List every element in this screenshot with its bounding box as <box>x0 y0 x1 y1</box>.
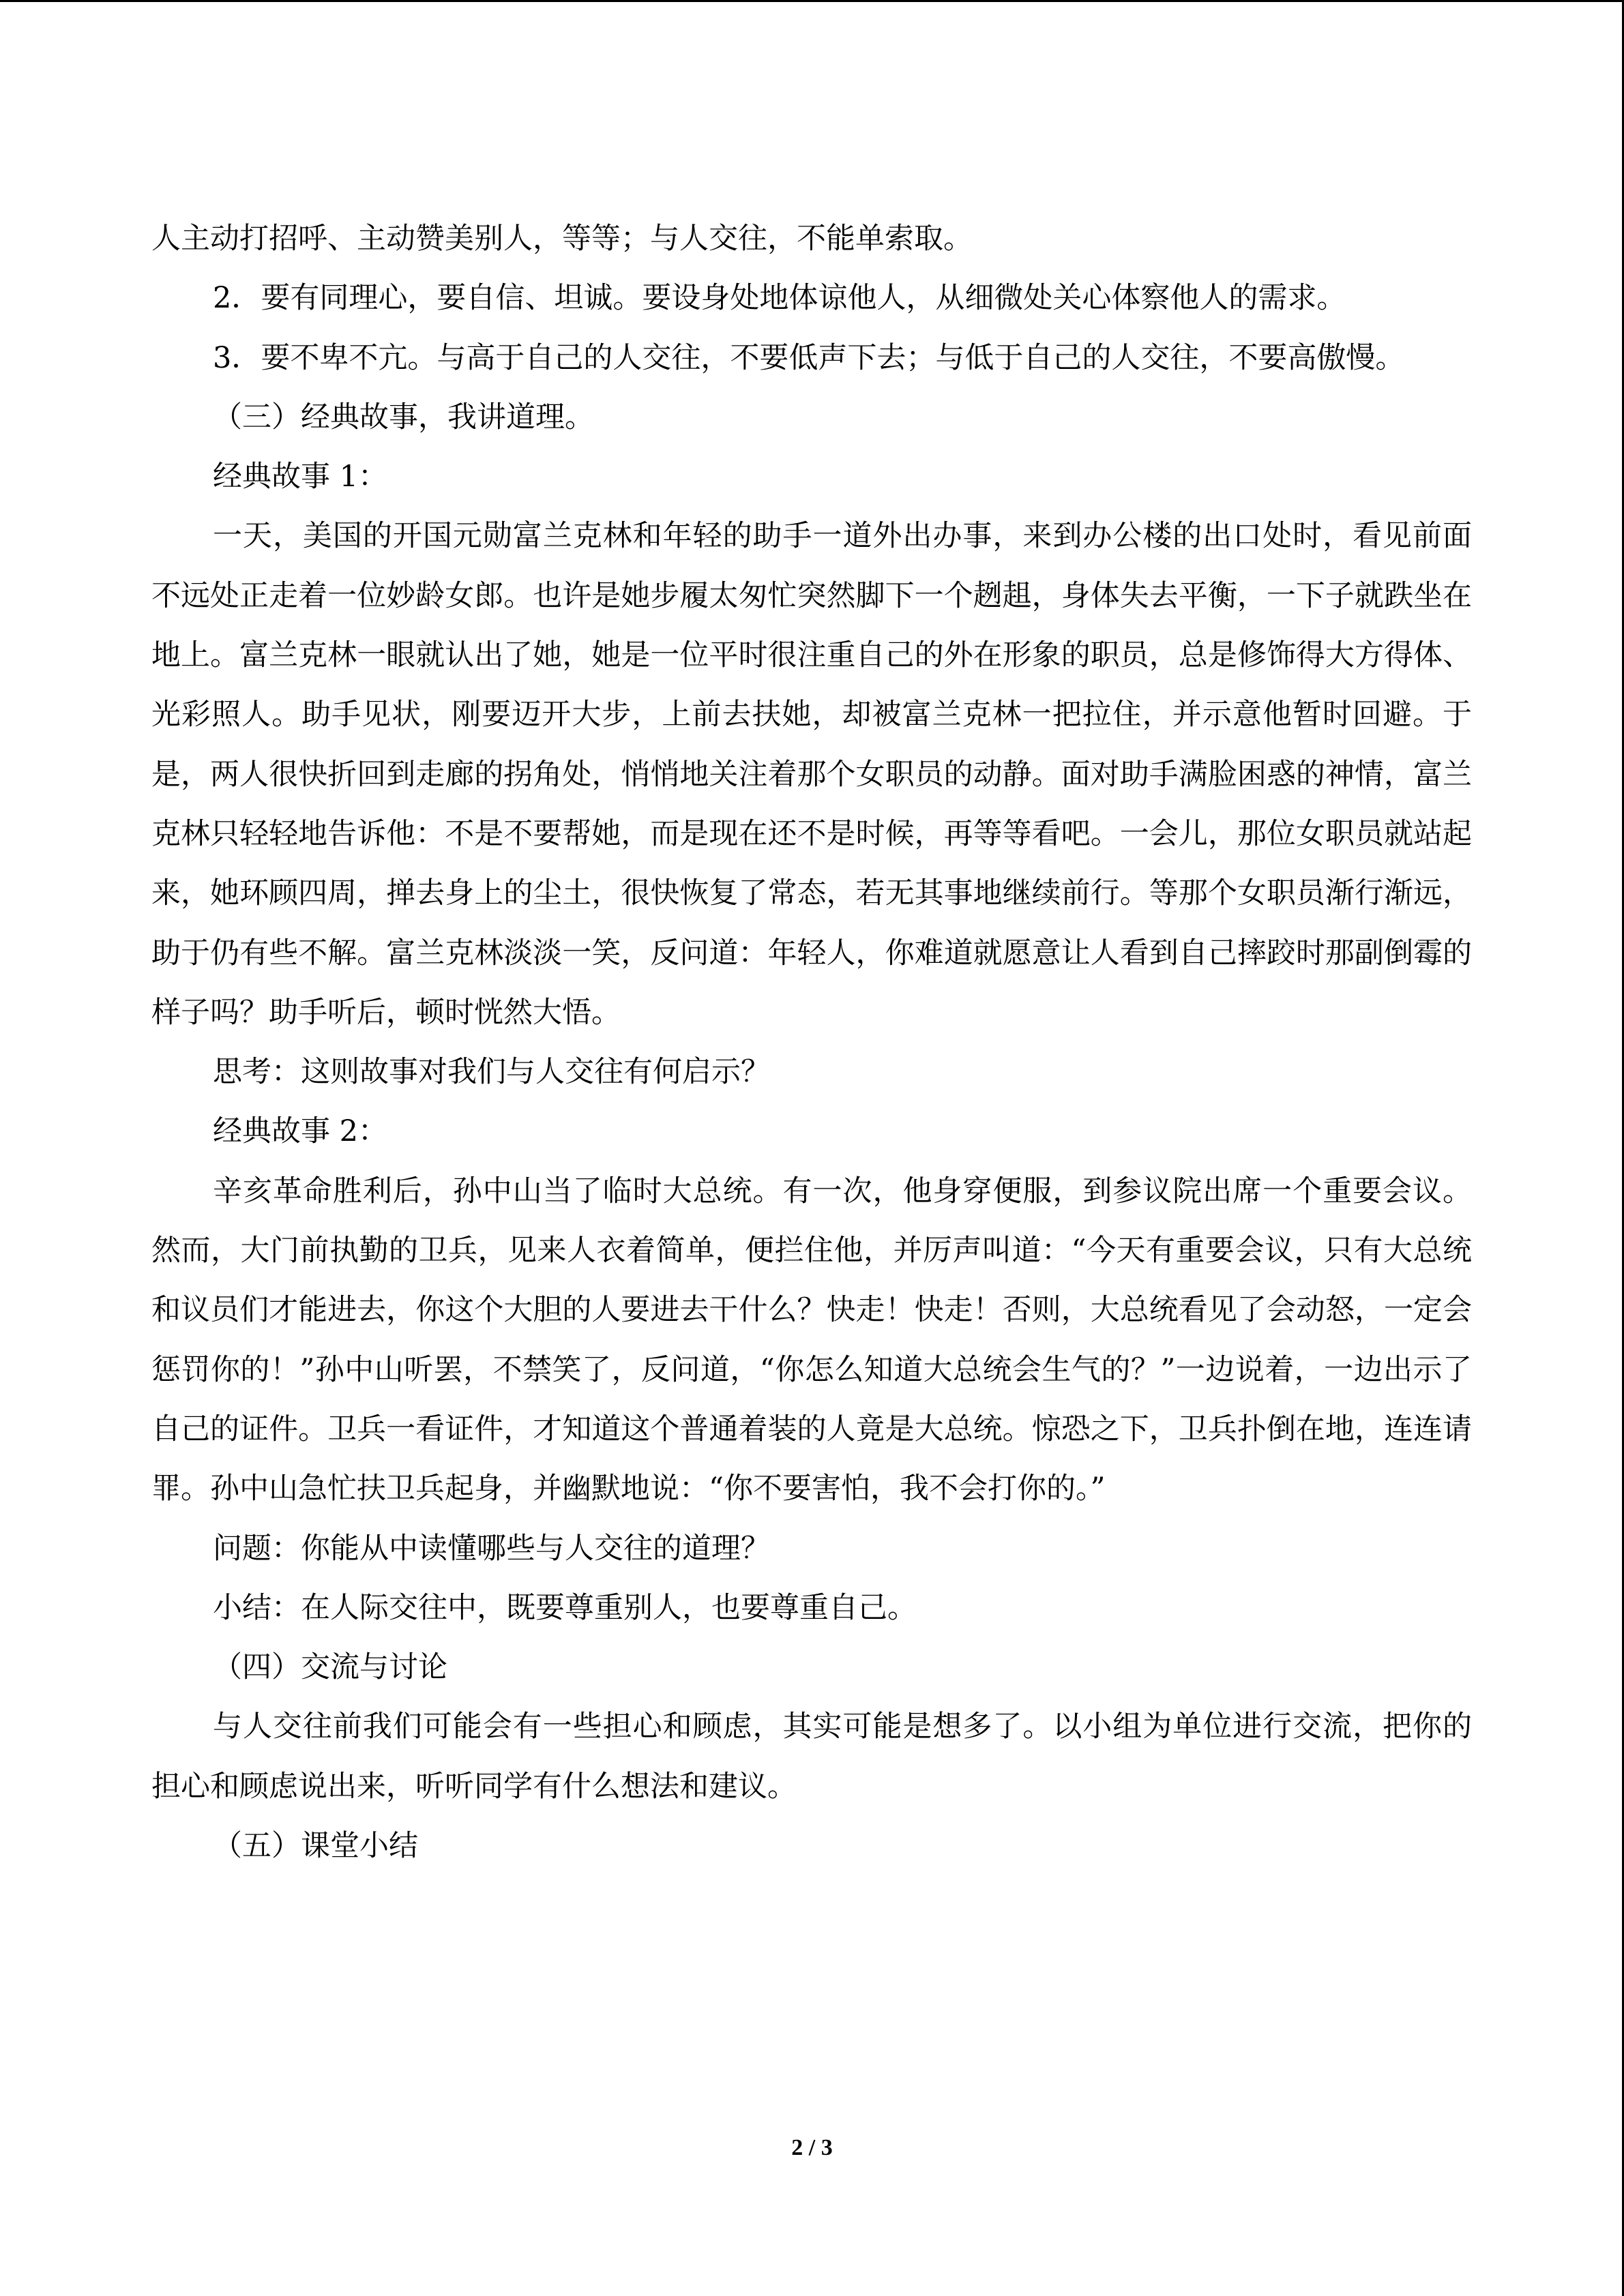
story-1-question: 思考：这则故事对我们与人交往有何启示？ <box>213 1055 770 1090</box>
section-heading-3: （三）经典故事，我讲道理。 <box>213 400 594 434</box>
section-heading-4: （四）交流与讨论 <box>213 1650 447 1685</box>
story-2-body: 辛亥革命胜利后，孙中山当了临时大总统。有一次，他身穿便服，到参议院出席一个重要会议。然而，大门前执勤的卫兵，见来人衣着简单，便拦住他，并厉声叫道：“今天有重要会议，只有大总统和议员们才能进去，你这个大胆的人要进去干什么？快走！快走！否则，大总统看见了会动怒，一定会惩罚你的！”孙中山听罢，不禁笑了，反问道，“你怎么知道大总统会生气的？”一边说着，一边出示了自己的证件。卫兵一看证件，才知道这个普通着装的人竟是大总统。惊恐之下，卫兵扑倒在地，连连请罪。孙中山急忙扶卫兵起身，并幽默地说：“你不要害怕，我不会打你的。” <box>151 1174 1472 1506</box>
discussion-text: 与人交往前我们可能会有一些担心和顾虑，其实可能是想多了。以小组为单位进行交流，把你的担心和顾虑说出来，听听同学有什么想法和建议。 <box>151 1710 1472 1804</box>
summary-text: 小结：在人际交往中，既要尊重别人，也要尊重自己。 <box>213 1590 917 1625</box>
paragraph-continuation: 人主动打招呼、主动赞美别人，等等；与人交往，不能单索取。 <box>151 222 973 256</box>
page-number: 2 / 3 <box>791 2135 833 2160</box>
section-heading-5: （五）课堂小结 <box>213 1829 418 1864</box>
story-2-question: 问题：你能从中读懂哪些与人交往的道理？ <box>213 1531 770 1566</box>
paragraph-point-2: 2．要有同理心，要自信、坦诚。要设身处地体谅他人，从细微处关心体察他人的需求。 <box>213 281 1346 316</box>
story-1-body: 一天，美国的开国元勋富兰克林和年轻的助手一道外出办事，来到办公楼的出口处时，看见前面不远处正走着一位妙龄女郎。也许是她步履太匆忙突然脚下一个趔趄，身体失去平衡，一下子就跌坐在地上。富兰克林一眼就认出了她，她是一位平时很注重自己的外在形象的职员，总是修饰得大方得体、光彩照人。助手见状，刚要迈开大步，上前去扶她，却被富兰克林一把拉住，并示意他暂时回避。于是，两人很快折回到走廊的拐角处，悄悄地关注着那个女职员的动静。面对助手满脸困惑的神情，富兰克林只轻轻地告诉他：不是不要帮她，而是现在还不是时候，再等等看吧。一会儿，那位女职员就站起来，她环顾四周，掸去身上的尘土，很快恢复了常态，若无其事地继续前行。等那个女职员渐行渐远，助于仍有些不解。富兰克林淡淡一笑，反问道：年轻人，你难道就愿意让人看到自己摔跤时那副倒霉的样子吗？助手听后，顿时恍然大悟。 <box>151 519 1472 1030</box>
story-1-title: 经典故事 1： <box>213 460 388 494</box>
story-2-title: 经典故事 2： <box>213 1114 388 1149</box>
paragraph-point-3: 3．要不卑不亢。与高于自己的人交往，不要低声下去；与低于自己的人交往，不要高傲慢。 <box>213 340 1405 375</box>
document-body <box>151 209 1472 1876</box>
